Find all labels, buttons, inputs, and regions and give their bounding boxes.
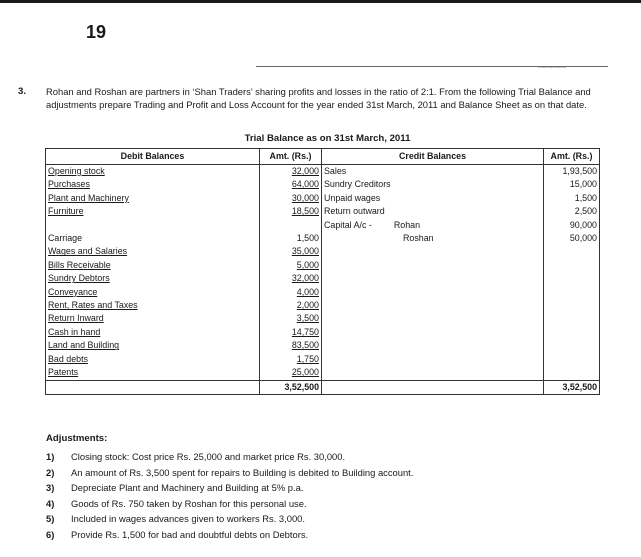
table-row	[46, 245, 600, 258]
adjustment-text: Provide Rs. 1,500 for bad and doubtful debts on Debtors.	[71, 528, 309, 540]
credit-amount: 50,000	[569, 233, 597, 244]
credit-item: Sales	[324, 166, 347, 176]
list-item	[46, 511, 413, 527]
table-row	[46, 205, 600, 218]
table-row	[46, 299, 600, 312]
adjustment-text: Closing stock: Cost price Rs. 25,000 and market price Rs. 30,000.	[71, 451, 346, 462]
debit-amount: 64,000	[291, 179, 319, 190]
adjustment-text: Goods of Rs. 750 taken by Roshan for this personal use.	[71, 497, 307, 509]
table-row	[46, 339, 600, 352]
debit-amount: 30,000	[291, 192, 319, 203]
table-row	[46, 286, 600, 299]
partner-name-rohan: Rohan	[393, 219, 421, 230]
total-debit-amount: 3,52,500	[284, 381, 319, 392]
credit-item: Sundry Creditors	[324, 179, 391, 190]
header-amount-credit: Amt. (Rs.)	[544, 149, 600, 165]
table-row	[46, 312, 600, 325]
table-header-row	[46, 149, 600, 165]
adjustment-text: An amount of Rs. 3,500 spent for repairs to Building is debited to Building account.	[71, 466, 414, 478]
credit-amount: 2,500	[574, 206, 597, 217]
debit-amount: 5,000	[296, 259, 319, 270]
header-amount-debit: Amt. (Rs.)	[260, 149, 322, 165]
adjustment-number: 3)	[46, 482, 55, 494]
adjustment-number: 6)	[46, 528, 55, 540]
partner-name-roshan: Roshan	[403, 233, 434, 244]
faded-header-text: ........................	[538, 64, 567, 70]
table-row	[46, 353, 600, 366]
debit-amount: 32,000	[291, 166, 319, 176]
header-credit: Credit Balances	[322, 149, 544, 165]
debit-item: Purchases	[48, 179, 90, 190]
credit-item: Unpaid wages	[324, 192, 381, 203]
debit-amount: 32,000	[291, 273, 319, 284]
adjustments-title: Adjustments:	[46, 433, 108, 444]
adjustment-text: Depreciate Plant and Machinery and Building at 5% p.a.	[71, 482, 304, 494]
table-row	[46, 232, 600, 245]
table-row	[46, 272, 600, 285]
adjustment-text: Included in wages advances given to workers Rs. 3,000.	[71, 513, 305, 525]
trial-balance-title-text: Trial Balance as on 31st March, 2011	[244, 133, 411, 144]
debit-item: Land and Building	[48, 340, 120, 351]
debit-amount: 83,500	[291, 340, 319, 351]
debit-item: Return Inward	[48, 313, 104, 324]
table-row	[46, 326, 600, 339]
debit-item: Wages and Salaries	[48, 246, 128, 257]
debit-item: Cash in hand	[48, 326, 101, 337]
list-item	[46, 480, 413, 496]
page-number: 19	[86, 22, 107, 42]
debit-amount: 3,500	[296, 313, 319, 324]
debit-item: Patents	[48, 367, 79, 378]
debit-item: Rent, Rates and Taxes	[48, 300, 138, 311]
debit-item: Furniture	[48, 206, 84, 217]
debit-item: Bad debts	[48, 353, 88, 364]
top-rule	[0, 0, 641, 3]
table-row	[46, 192, 600, 205]
debit-amount: 35,000	[291, 246, 319, 257]
adjustment-number: 4)	[46, 497, 55, 509]
credit-amount: 1,500	[574, 192, 597, 203]
adjustment-number: 1)	[46, 451, 55, 462]
credit-amount: 90,000	[569, 219, 597, 230]
table-row	[46, 219, 600, 232]
debit-item: Sundry Debtors	[48, 273, 110, 284]
trial-balance-title	[0, 133, 641, 144]
debit-amount: 2,000	[296, 300, 319, 311]
debit-item: Conveyance	[48, 286, 98, 297]
adjustment-number: 5)	[46, 513, 55, 525]
table-row	[46, 366, 600, 380]
total-row	[46, 380, 600, 394]
debit-item: Bills Receivable	[48, 259, 111, 270]
credit-item: Return outward	[324, 206, 385, 217]
debit-item: Carriage	[48, 233, 83, 244]
adjustment-number: 2)	[46, 466, 55, 478]
debit-amount: 4,000	[296, 286, 319, 297]
debit-item: Opening stock	[48, 166, 105, 176]
list-item	[46, 449, 413, 465]
question-text: Rohan and Roshan are partners in ‘Shan Traders’ sharing profits and losses in the ratio of 2:1. From the following Trial Balance and adjustments prepare Trading and Profit and Loss Account for the year ended 31st March, 2011 and Balance Sheet as on that date.	[46, 86, 591, 111]
credit-amount: 1,93,500	[562, 166, 597, 176]
credit-amount: 15,000	[569, 179, 597, 190]
debit-amount: 25,000	[291, 367, 319, 378]
debit-amount: 1,500	[296, 233, 319, 244]
total-credit-amount: 3,52,500	[562, 381, 597, 392]
table-row	[46, 165, 600, 179]
debit-amount: 1,750	[296, 353, 319, 364]
table-row	[46, 259, 600, 272]
list-item	[46, 527, 413, 543]
debit-amount: 14,750	[291, 326, 319, 337]
debit-item: Plant and Machinery	[48, 192, 129, 203]
credit-item: Capital A/c -	[324, 219, 372, 230]
table-row	[46, 178, 600, 191]
adjustments-list	[46, 449, 413, 543]
trial-balance-table	[45, 148, 600, 395]
debit-amount: 18,500	[291, 206, 319, 217]
question-number: 3.	[18, 86, 27, 97]
header-debit: Debit Balances	[46, 149, 260, 165]
list-item	[46, 496, 413, 512]
list-item	[46, 465, 413, 481]
